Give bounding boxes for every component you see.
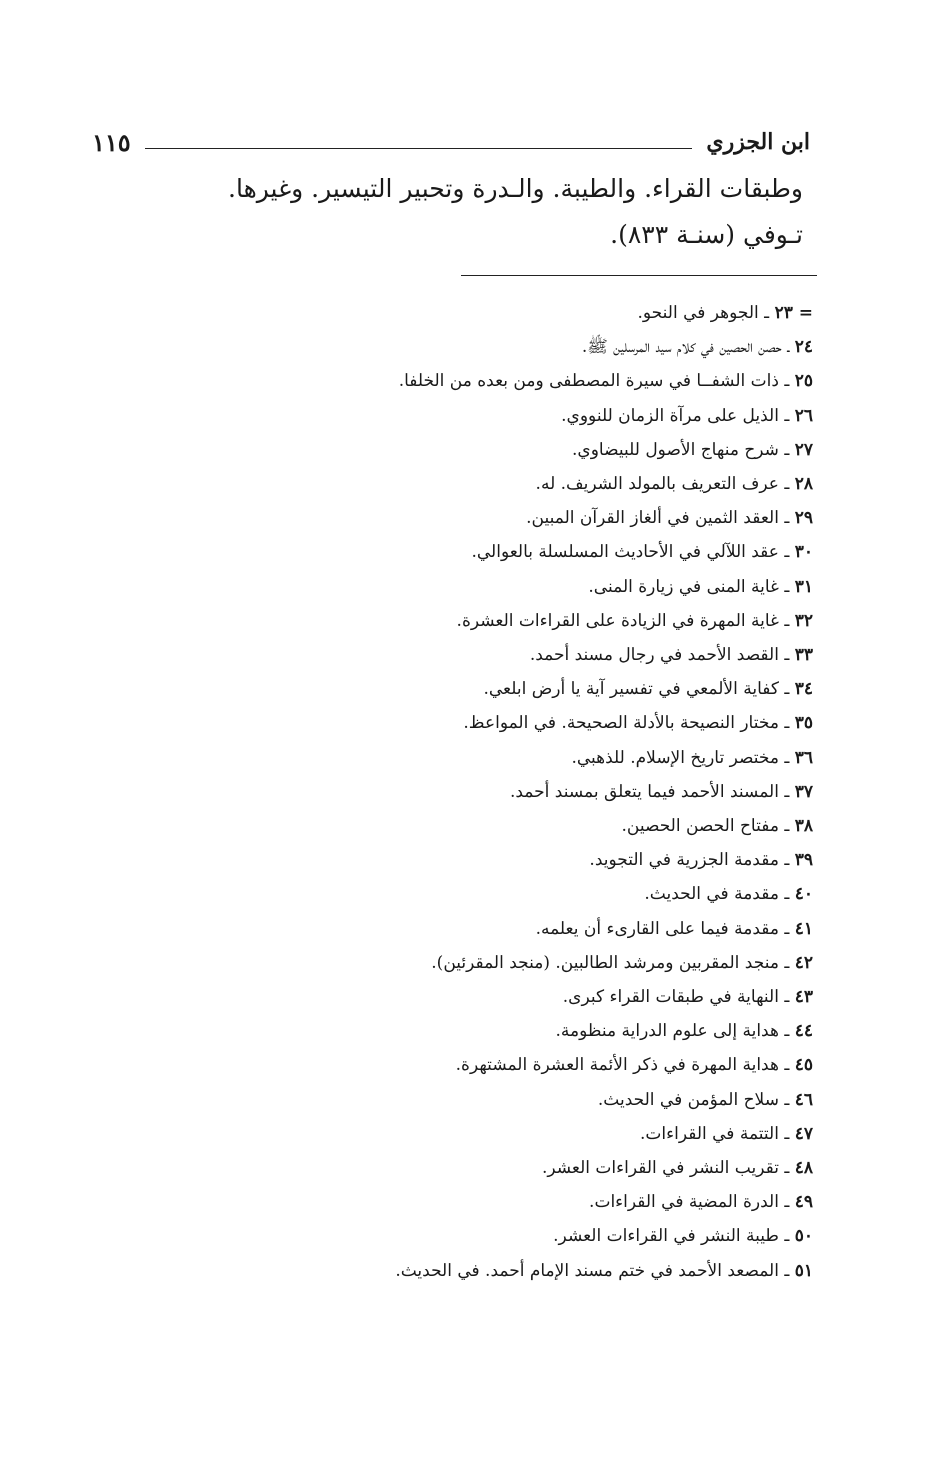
footnote-number: ٥٠ <box>794 1226 813 1247</box>
footnote-item <box>293 364 813 398</box>
footnote-text: ـ منجد المقربين ومرشد الطالبين. (منجد المقرئين). <box>431 952 790 973</box>
footnote-number: ٢٤ <box>794 337 813 358</box>
footnote-item <box>293 535 813 569</box>
footnote-text: ـ ذات الشفــا في سيرة المصطفى ومن بعده من الخلفا. <box>398 371 790 392</box>
footnote-text: ـ مختار النصيحة بالأدلة الصحيحة. في المواعظ. <box>463 713 790 734</box>
footnote-text: ـ القصد الأحمد في رجال مسند أحمد. <box>529 645 790 666</box>
footnote-text: ـ طيبة النشر في القراءات العشر. <box>553 1226 790 1247</box>
footnote-number: ٣٧ <box>794 781 813 802</box>
footnote-item <box>293 604 813 638</box>
footnote-text: ـ عقد اللآلي في الأحاديث المسلسلة بالعوالي. <box>471 542 790 563</box>
footnote-number: ٤٤ <box>794 1021 813 1042</box>
footnote-item <box>293 946 813 980</box>
footnote-item <box>293 467 813 501</box>
footnote-item <box>293 980 813 1014</box>
footnote-item <box>293 1014 813 1048</box>
footnote-number: ٤٦ <box>794 1089 813 1110</box>
footnote-item <box>293 877 813 911</box>
footnote-item <box>293 330 813 364</box>
footnote-item <box>293 809 813 843</box>
body-line: تـوفي (سنـة ٨٣٣). <box>610 220 803 249</box>
footnote-number: ٣٨ <box>794 816 813 837</box>
footnote-number: ٣٢ <box>794 610 813 631</box>
footnote-number: ٣٠ <box>794 542 813 563</box>
footnote-text: ـ هداية المهرة في ذكر الأئمة العشرة المشتهرة. <box>455 1055 790 1076</box>
body-text <box>228 166 803 258</box>
footnote-text: ـ سلاح المؤمن في الحديث. <box>597 1089 790 1110</box>
footnote-number: ٢٨ <box>794 474 813 495</box>
footnote-text: ـ المسند الأحمد فيما يتعلق بمسند أحمد. <box>509 781 790 802</box>
footnote-number: ٤٩ <box>794 1192 813 1213</box>
footnote-text: ـ المصعد الأحمد في ختم مسند الإمام أحمد. في الحديث. <box>395 1260 790 1281</box>
footnote-number: ٤٣ <box>794 987 813 1008</box>
footnote-item <box>293 1083 813 1117</box>
footnote-number: ٢٥ <box>794 371 813 392</box>
footnote-text: ـ الذيل على مرآة الزمان للنووي. <box>561 405 790 426</box>
footnote-number: ٤٠ <box>794 884 813 905</box>
footnote-text: ـ هداية إلى علوم الدراية منظومة. <box>555 1021 790 1042</box>
footnote-text: ـ مقدمة الجزرية في التجويد. <box>589 850 790 871</box>
footnote-item <box>293 501 813 535</box>
footnote-text: ـ مختصر تاريخ الإسلام. للذهبي. <box>571 747 790 768</box>
footnote-item <box>293 706 813 740</box>
footnote-number: ٢٧ <box>794 439 813 460</box>
footnote-number: ٣٤ <box>794 679 813 700</box>
footnote-number: ٣٩ <box>794 850 813 871</box>
footnote-item <box>293 672 813 706</box>
footnote-text: ـ شرح منهاج الأصول للبيضاوي. <box>572 439 790 460</box>
page-number: ١١٥ <box>92 127 131 157</box>
footnote-number: ٢٩ <box>794 508 813 529</box>
footnote-item <box>293 399 813 433</box>
footnote-number: = ٢٣ <box>774 303 813 323</box>
footnote-item <box>293 570 813 604</box>
footnote-number: ٥١ <box>794 1260 813 1281</box>
footnote-text: ـ الجوهر في النحو. <box>637 303 770 323</box>
running-title: ابن الجزري <box>706 129 810 155</box>
footnote-item <box>293 1048 813 1082</box>
footnote-text: ـ عرف التعريف بالمولد الشريف. له. <box>535 474 790 495</box>
footnote-item <box>293 433 813 467</box>
footnote-number: ٤٥ <box>794 1055 813 1076</box>
footnote-number: ٤٢ <box>794 952 813 973</box>
footnote-item <box>293 741 813 775</box>
footnote-text: ـ العقد الثمين في ألغاز القرآن المبين. <box>526 508 790 529</box>
header-rule <box>145 148 693 149</box>
footnote-item <box>293 1151 813 1185</box>
footnote-item <box>293 296 813 330</box>
footnote-text: ـ غاية المنى في زيارة المنى. <box>588 576 790 597</box>
footnote-number: ٣٦ <box>794 747 813 768</box>
footnote-text: ـ كفاية الألمعي في تفسير آية يا أرض ابلعي. <box>483 679 790 700</box>
footnote-item <box>293 912 813 946</box>
body-line: وطبقات القراء. والطيبة. والـدرة وتحبير التيسير. وغيرها. <box>228 174 803 203</box>
footnote-number: ٤١ <box>794 918 813 939</box>
footnote-text: ـ النهاية في طبقات القراء كبرى. <box>562 987 790 1008</box>
footnote-text: ـ مقدمة فيما على القارىء أن يعلمه. <box>535 918 790 939</box>
footnote-number: ٤٨ <box>794 1158 813 1179</box>
footnote-number: ٣٣ <box>794 645 813 666</box>
footnote-item <box>293 638 813 672</box>
footnote-number: ٣١ <box>794 576 813 597</box>
footnote-list <box>293 296 813 1288</box>
footnote-item <box>293 775 813 809</box>
footnote-item <box>293 1254 813 1288</box>
footnote-item <box>293 1219 813 1253</box>
footnote-number: ٤٧ <box>794 1123 813 1144</box>
footnote-text: ـ مقدمة في الحديث. <box>644 884 790 905</box>
footnote-separator <box>461 275 817 276</box>
footnote-text: ـ تقريب النشر في القراءات العشر. <box>541 1158 790 1179</box>
footnote-text: ـ غاية المهرة في الزيادة على القراءات العشرة. <box>456 610 790 631</box>
footnote-text: ـ حصن الحصين في كلام سيد المرسلين ﷺ. <box>581 337 790 358</box>
footnote-text: ـ التتمة في القراءات. <box>640 1123 790 1144</box>
page-header <box>92 122 810 162</box>
footnote-item <box>293 1185 813 1219</box>
footnote-item <box>293 1117 813 1151</box>
footnote-number: ٣٥ <box>794 713 813 734</box>
footnote-text: ـ مفتاح الحصن الحصين. <box>621 816 790 837</box>
footnote-item <box>293 843 813 877</box>
footnote-number: ٢٦ <box>794 405 813 426</box>
footnote-text: ـ الدرة المضية في القراءات. <box>589 1192 790 1213</box>
